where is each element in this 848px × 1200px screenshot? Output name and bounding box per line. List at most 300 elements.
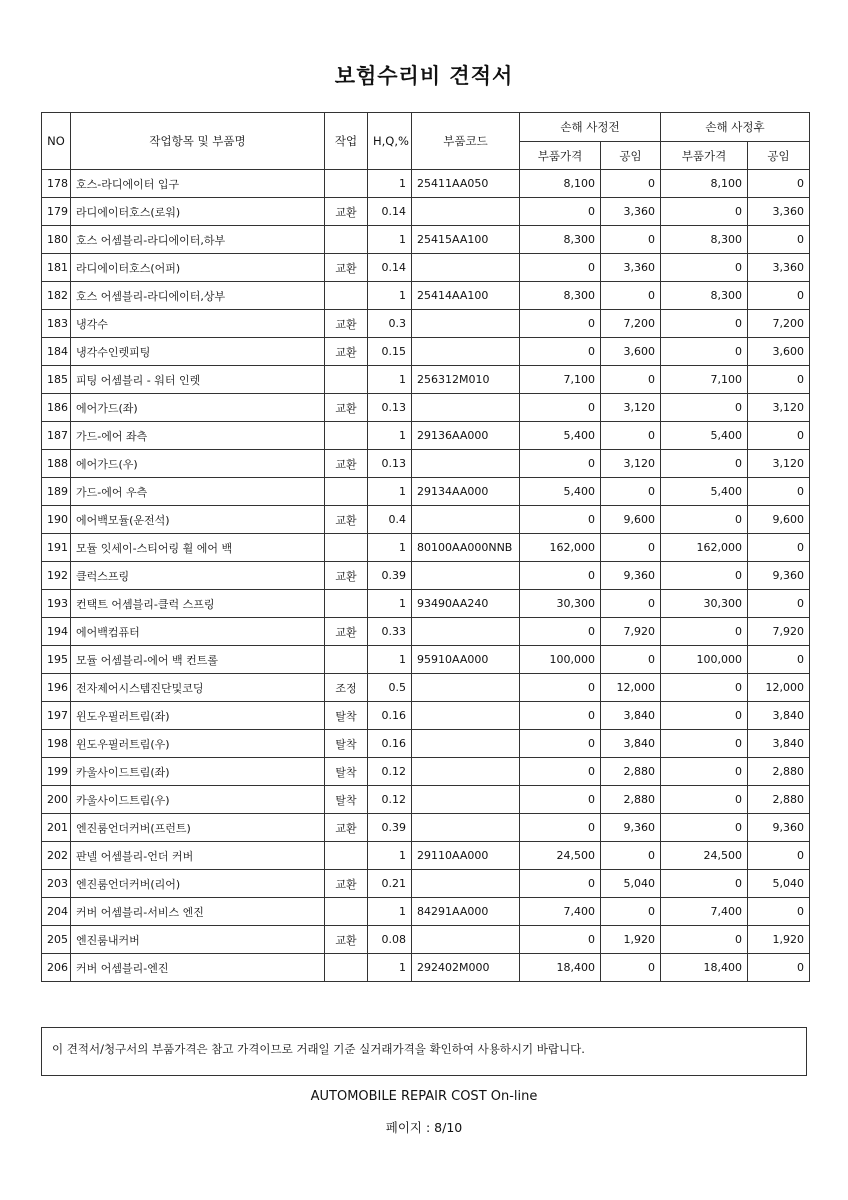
header-after: 손해 사정후	[661, 113, 810, 142]
cell-before-labor: 3,840	[601, 730, 661, 758]
cell-part-code	[412, 758, 520, 786]
cell-part-code: 25411AA050	[412, 170, 520, 198]
cell-work: 교환	[325, 338, 368, 366]
cell-before-part-price: 0	[520, 562, 601, 590]
table-row	[42, 702, 810, 730]
table-row	[42, 842, 810, 870]
header-before: 손해 사정전	[520, 113, 661, 142]
table-row	[42, 758, 810, 786]
table-body	[42, 170, 810, 982]
header-item: 작업항목 및 부품명	[71, 113, 325, 170]
cell-item-name: 엔진룸언더커버(리어)	[71, 870, 325, 898]
cell-after-labor: 1,920	[748, 926, 810, 954]
header-no: NO	[42, 113, 71, 170]
cell-item-name: 커버 어셈블리-엔진	[71, 954, 325, 982]
cell-after-labor: 7,920	[748, 618, 810, 646]
cell-after-labor: 0	[748, 898, 810, 926]
cell-work: 교환	[325, 310, 368, 338]
cell-part-code	[412, 506, 520, 534]
cell-item-name: 카울사이드트림(우)	[71, 786, 325, 814]
cell-before-part-price: 162,000	[520, 534, 601, 562]
cell-after-part-price: 0	[661, 702, 748, 730]
cell-work	[325, 366, 368, 394]
cell-hq: 1	[368, 366, 412, 394]
cell-after-labor: 0	[748, 646, 810, 674]
cell-after-labor: 0	[748, 366, 810, 394]
cell-item-name: 호스 어셈블리-라디에이터,상부	[71, 282, 325, 310]
cell-part-code	[412, 562, 520, 590]
cell-no: 184	[42, 338, 71, 366]
header-code: 부품코드	[412, 113, 520, 170]
cell-no: 190	[42, 506, 71, 534]
cell-after-labor: 3,120	[748, 450, 810, 478]
cell-before-labor: 3,360	[601, 254, 661, 282]
cell-item-name: 호스 어셈블리-라디에이터,하부	[71, 226, 325, 254]
cell-before-part-price: 5,400	[520, 422, 601, 450]
cell-after-part-price: 0	[661, 254, 748, 282]
cell-no: 182	[42, 282, 71, 310]
cell-item-name: 모듈 어셈블리-에어 백 컨트롤	[71, 646, 325, 674]
cell-before-part-price: 18,400	[520, 954, 601, 982]
cell-before-labor: 0	[601, 478, 661, 506]
cell-hq: 1	[368, 170, 412, 198]
cell-no: 206	[42, 954, 71, 982]
table-row	[42, 562, 810, 590]
cell-hq: 0.14	[368, 254, 412, 282]
cell-after-part-price: 7,100	[661, 366, 748, 394]
cell-before-labor: 0	[601, 954, 661, 982]
cell-no: 191	[42, 534, 71, 562]
cell-work	[325, 534, 368, 562]
cell-no: 189	[42, 478, 71, 506]
notice-box	[41, 1027, 807, 1076]
cell-hq: 0.3	[368, 310, 412, 338]
header-after-labor: 공임	[748, 142, 810, 170]
cell-after-part-price: 18,400	[661, 954, 748, 982]
cell-work: 탈착	[325, 786, 368, 814]
table-row	[42, 310, 810, 338]
cell-before-labor: 9,360	[601, 562, 661, 590]
cell-before-labor: 12,000	[601, 674, 661, 702]
header-hq: H,Q,%	[368, 113, 412, 170]
cell-after-labor: 0	[748, 954, 810, 982]
cell-before-part-price: 0	[520, 674, 601, 702]
table-row	[42, 338, 810, 366]
cell-work	[325, 226, 368, 254]
cell-before-part-price: 0	[520, 702, 601, 730]
cell-item-name: 라디에이터호스(로워)	[71, 198, 325, 226]
cell-item-name: 가드-에어 우측	[71, 478, 325, 506]
cell-work	[325, 590, 368, 618]
cell-after-part-price: 0	[661, 562, 748, 590]
cell-work	[325, 842, 368, 870]
cell-before-part-price: 8,100	[520, 170, 601, 198]
cell-before-part-price: 0	[520, 758, 601, 786]
cell-after-part-price: 0	[661, 870, 748, 898]
table-row	[42, 506, 810, 534]
cell-no: 204	[42, 898, 71, 926]
cell-after-labor: 2,880	[748, 786, 810, 814]
cell-before-labor: 9,360	[601, 814, 661, 842]
cell-before-labor: 0	[601, 226, 661, 254]
table-row	[42, 282, 810, 310]
cell-hq: 1	[368, 954, 412, 982]
cell-no: 200	[42, 786, 71, 814]
cell-no: 179	[42, 198, 71, 226]
table-row	[42, 646, 810, 674]
cell-item-name: 엔진룸언더커버(프런트)	[71, 814, 325, 842]
cell-no: 180	[42, 226, 71, 254]
cell-no: 199	[42, 758, 71, 786]
cell-item-name: 가드-에어 좌측	[71, 422, 325, 450]
table-row	[42, 170, 810, 198]
cell-part-code	[412, 870, 520, 898]
cell-part-code	[412, 198, 520, 226]
cell-before-part-price: 0	[520, 786, 601, 814]
cell-after-part-price: 5,400	[661, 422, 748, 450]
cell-item-name: 냉각수인렛피팅	[71, 338, 325, 366]
cell-before-part-price: 100,000	[520, 646, 601, 674]
cell-hq: 0.39	[368, 562, 412, 590]
cell-work: 탈착	[325, 702, 368, 730]
cell-no: 188	[42, 450, 71, 478]
cell-before-part-price: 0	[520, 254, 601, 282]
cell-no: 195	[42, 646, 71, 674]
cell-after-part-price: 0	[661, 198, 748, 226]
cell-after-part-price: 5,400	[661, 478, 748, 506]
cell-before-part-price: 0	[520, 618, 601, 646]
cell-after-labor: 3,840	[748, 702, 810, 730]
cell-after-labor: 12,000	[748, 674, 810, 702]
cell-before-part-price: 0	[520, 814, 601, 842]
cell-part-code: 80100AA000NNB	[412, 534, 520, 562]
cell-before-labor: 7,920	[601, 618, 661, 646]
table-row	[42, 450, 810, 478]
cell-hq: 0.16	[368, 730, 412, 758]
header-work: 작업	[325, 113, 368, 170]
cell-before-part-price: 0	[520, 926, 601, 954]
footer-label: AUTOMOBILE REPAIR COST On-line	[310, 1089, 538, 1104]
cell-no: 181	[42, 254, 71, 282]
cell-hq: 1	[368, 842, 412, 870]
cell-before-part-price: 24,500	[520, 842, 601, 870]
table-row	[42, 898, 810, 926]
cell-before-labor: 0	[601, 282, 661, 310]
cell-after-part-price: 8,100	[661, 170, 748, 198]
cell-no: 178	[42, 170, 71, 198]
table-row	[42, 786, 810, 814]
cell-part-code: 292402M000	[412, 954, 520, 982]
cell-after-part-price: 24,500	[661, 842, 748, 870]
cell-no: 185	[42, 366, 71, 394]
cell-work	[325, 422, 368, 450]
cell-hq: 1	[368, 282, 412, 310]
cell-work	[325, 898, 368, 926]
cell-part-code	[412, 786, 520, 814]
cell-part-code	[412, 618, 520, 646]
cell-item-name: 호스-라디에이터 입구	[71, 170, 325, 198]
header-before-labor: 공임	[601, 142, 661, 170]
cell-before-labor: 9,600	[601, 506, 661, 534]
notice-text: 이 견적서/청구서의 부품가격은 참고 가격이므로 거래일 기준 실거래가격을 확인하여 사용하시기 바랍니다.	[52, 1042, 585, 1056]
table-row	[42, 226, 810, 254]
cell-before-labor: 0	[601, 842, 661, 870]
cell-item-name: 라디에이터호스(어퍼)	[71, 254, 325, 282]
cell-hq: 0.4	[368, 506, 412, 534]
cell-hq: 0.08	[368, 926, 412, 954]
cell-work: 교환	[325, 870, 368, 898]
cell-item-name: 에어가드(좌)	[71, 394, 325, 422]
cell-item-name: 윈도우필러트림(좌)	[71, 702, 325, 730]
cell-before-part-price: 0	[520, 730, 601, 758]
cell-part-code: 256312M010	[412, 366, 520, 394]
cell-item-name: 커버 어셈블리-서비스 엔진	[71, 898, 325, 926]
table-row	[42, 422, 810, 450]
cell-work: 교환	[325, 814, 368, 842]
cell-before-part-price: 0	[520, 506, 601, 534]
cell-before-part-price: 5,400	[520, 478, 601, 506]
cell-after-labor: 3,120	[748, 394, 810, 422]
cell-after-labor: 3,360	[748, 254, 810, 282]
cell-work: 교환	[325, 450, 368, 478]
cell-before-part-price: 0	[520, 394, 601, 422]
table-row	[42, 366, 810, 394]
cell-no: 187	[42, 422, 71, 450]
cell-item-name: 피팅 어셈블리 - 워터 인렛	[71, 366, 325, 394]
cell-item-name: 에어백모듈(운전석)	[71, 506, 325, 534]
cell-before-labor: 0	[601, 366, 661, 394]
table-row	[42, 870, 810, 898]
cell-after-part-price: 0	[661, 730, 748, 758]
page-number: 페이지 : 8/10	[385, 1120, 463, 1135]
cell-after-labor: 7,200	[748, 310, 810, 338]
cell-before-part-price: 0	[520, 338, 601, 366]
cell-no: 194	[42, 618, 71, 646]
table-row	[42, 534, 810, 562]
cell-work	[325, 282, 368, 310]
cell-part-code: 29136AA000	[412, 422, 520, 450]
cell-after-part-price: 30,300	[661, 590, 748, 618]
cell-after-part-price: 0	[661, 310, 748, 338]
cell-after-labor: 9,360	[748, 562, 810, 590]
cell-after-part-price: 0	[661, 450, 748, 478]
cell-hq: 0.21	[368, 870, 412, 898]
cell-after-labor: 0	[748, 422, 810, 450]
cell-after-part-price: 0	[661, 926, 748, 954]
cell-no: 183	[42, 310, 71, 338]
cell-after-labor: 5,040	[748, 870, 810, 898]
cell-hq: 0.16	[368, 702, 412, 730]
cell-before-labor: 2,880	[601, 786, 661, 814]
cell-work: 교환	[325, 198, 368, 226]
cell-no: 193	[42, 590, 71, 618]
cell-after-labor: 0	[748, 170, 810, 198]
cell-hq: 1	[368, 534, 412, 562]
cell-hq: 1	[368, 898, 412, 926]
table-row	[42, 394, 810, 422]
cell-after-part-price: 8,300	[661, 282, 748, 310]
cell-after-part-price: 0	[661, 758, 748, 786]
cell-before-labor: 3,600	[601, 338, 661, 366]
cell-no: 203	[42, 870, 71, 898]
cell-part-code	[412, 338, 520, 366]
cell-work: 교환	[325, 394, 368, 422]
cell-after-labor: 0	[748, 534, 810, 562]
cell-before-labor: 0	[601, 170, 661, 198]
cell-before-labor: 0	[601, 534, 661, 562]
cell-hq: 0.39	[368, 814, 412, 842]
cell-work: 교환	[325, 926, 368, 954]
cell-no: 198	[42, 730, 71, 758]
cell-work	[325, 170, 368, 198]
cell-after-labor: 9,600	[748, 506, 810, 534]
cell-part-code	[412, 814, 520, 842]
cell-work: 교환	[325, 562, 368, 590]
table-row	[42, 254, 810, 282]
cell-work: 탈착	[325, 730, 368, 758]
cell-after-labor: 0	[748, 842, 810, 870]
cell-no: 201	[42, 814, 71, 842]
cell-before-labor: 0	[601, 646, 661, 674]
cell-no: 197	[42, 702, 71, 730]
cell-before-labor: 3,360	[601, 198, 661, 226]
cell-no: 205	[42, 926, 71, 954]
cell-work	[325, 954, 368, 982]
cell-hq: 0.5	[368, 674, 412, 702]
cell-before-part-price: 0	[520, 198, 601, 226]
cell-part-code	[412, 394, 520, 422]
cell-after-labor: 3,840	[748, 730, 810, 758]
cell-after-part-price: 0	[661, 674, 748, 702]
cell-before-labor: 0	[601, 590, 661, 618]
cell-no: 186	[42, 394, 71, 422]
cell-before-labor: 0	[601, 898, 661, 926]
cell-part-code: 25414AA100	[412, 282, 520, 310]
cell-before-labor: 3,840	[601, 702, 661, 730]
cell-item-name: 모듈 잇세이-스티어링 휠 에어 백	[71, 534, 325, 562]
table-row	[42, 478, 810, 506]
cell-before-labor: 3,120	[601, 450, 661, 478]
cell-after-labor: 2,880	[748, 758, 810, 786]
table-row	[42, 674, 810, 702]
cell-work: 탈착	[325, 758, 368, 786]
cell-before-part-price: 8,300	[520, 226, 601, 254]
cell-after-part-price: 0	[661, 338, 748, 366]
cell-after-labor: 0	[748, 282, 810, 310]
table-row	[42, 730, 810, 758]
cell-after-labor: 0	[748, 590, 810, 618]
cell-hq: 0.13	[368, 450, 412, 478]
cell-after-part-price: 7,400	[661, 898, 748, 926]
cell-part-code	[412, 926, 520, 954]
table-row	[42, 954, 810, 982]
cell-work: 교환	[325, 506, 368, 534]
cell-part-code: 25415AA100	[412, 226, 520, 254]
cell-after-labor: 9,360	[748, 814, 810, 842]
cell-hq: 1	[368, 478, 412, 506]
cell-hq: 1	[368, 646, 412, 674]
cell-after-part-price: 0	[661, 814, 748, 842]
cell-item-name: 컨택트 어셈블리-클럭 스프링	[71, 590, 325, 618]
cell-hq: 1	[368, 226, 412, 254]
cell-work: 교환	[325, 618, 368, 646]
cell-hq: 0.15	[368, 338, 412, 366]
cell-item-name: 전자제어시스템진단및코딩	[71, 674, 325, 702]
cell-hq: 0.33	[368, 618, 412, 646]
cell-item-name: 판넬 어셈블리-언더 커버	[71, 842, 325, 870]
cell-before-labor: 7,200	[601, 310, 661, 338]
table-row	[42, 814, 810, 842]
cell-hq: 0.12	[368, 786, 412, 814]
cell-before-labor: 3,120	[601, 394, 661, 422]
cell-item-name: 카울사이드트림(좌)	[71, 758, 325, 786]
cell-before-labor: 2,880	[601, 758, 661, 786]
estimate-table	[41, 112, 810, 982]
cell-before-part-price: 0	[520, 310, 601, 338]
cell-before-part-price: 0	[520, 870, 601, 898]
cell-item-name: 에어가드(우)	[71, 450, 325, 478]
table-row	[42, 198, 810, 226]
cell-work	[325, 646, 368, 674]
cell-work	[325, 478, 368, 506]
cell-after-part-price: 100,000	[661, 646, 748, 674]
cell-after-part-price: 0	[661, 786, 748, 814]
document-title: 보험수리비 견적서	[334, 64, 514, 88]
cell-part-code: 93490AA240	[412, 590, 520, 618]
cell-hq: 0.13	[368, 394, 412, 422]
table-row	[42, 926, 810, 954]
cell-part-code: 29110AA000	[412, 842, 520, 870]
cell-work: 조정	[325, 674, 368, 702]
header-before-part-price: 부품가격	[520, 142, 601, 170]
cell-before-part-price: 7,100	[520, 366, 601, 394]
cell-before-part-price: 0	[520, 450, 601, 478]
cell-before-part-price: 8,300	[520, 282, 601, 310]
cell-before-labor: 1,920	[601, 926, 661, 954]
cell-item-name: 냉각수	[71, 310, 325, 338]
cell-after-labor: 3,360	[748, 198, 810, 226]
cell-after-part-price: 0	[661, 506, 748, 534]
table-row	[42, 618, 810, 646]
cell-item-name: 윈도우필러트림(우)	[71, 730, 325, 758]
cell-part-code: 84291AA000	[412, 898, 520, 926]
cell-part-code	[412, 674, 520, 702]
cell-after-part-price: 162,000	[661, 534, 748, 562]
cell-part-code: 29134AA000	[412, 478, 520, 506]
cell-part-code: 95910AA000	[412, 646, 520, 674]
cell-item-name: 엔진룸내커버	[71, 926, 325, 954]
cell-item-name: 클럭스프링	[71, 562, 325, 590]
cell-part-code	[412, 310, 520, 338]
cell-work: 교환	[325, 254, 368, 282]
cell-after-part-price: 8,300	[661, 226, 748, 254]
cell-after-part-price: 0	[661, 618, 748, 646]
cell-no: 202	[42, 842, 71, 870]
cell-no: 192	[42, 562, 71, 590]
header-after-part-price: 부품가격	[661, 142, 748, 170]
cell-before-part-price: 30,300	[520, 590, 601, 618]
cell-hq: 0.12	[368, 758, 412, 786]
cell-before-labor: 0	[601, 422, 661, 450]
cell-no: 196	[42, 674, 71, 702]
cell-after-labor: 3,600	[748, 338, 810, 366]
cell-hq: 1	[368, 590, 412, 618]
cell-after-labor: 0	[748, 226, 810, 254]
cell-after-labor: 0	[748, 478, 810, 506]
cell-before-part-price: 7,400	[520, 898, 601, 926]
cell-hq: 1	[368, 422, 412, 450]
cell-part-code	[412, 730, 520, 758]
